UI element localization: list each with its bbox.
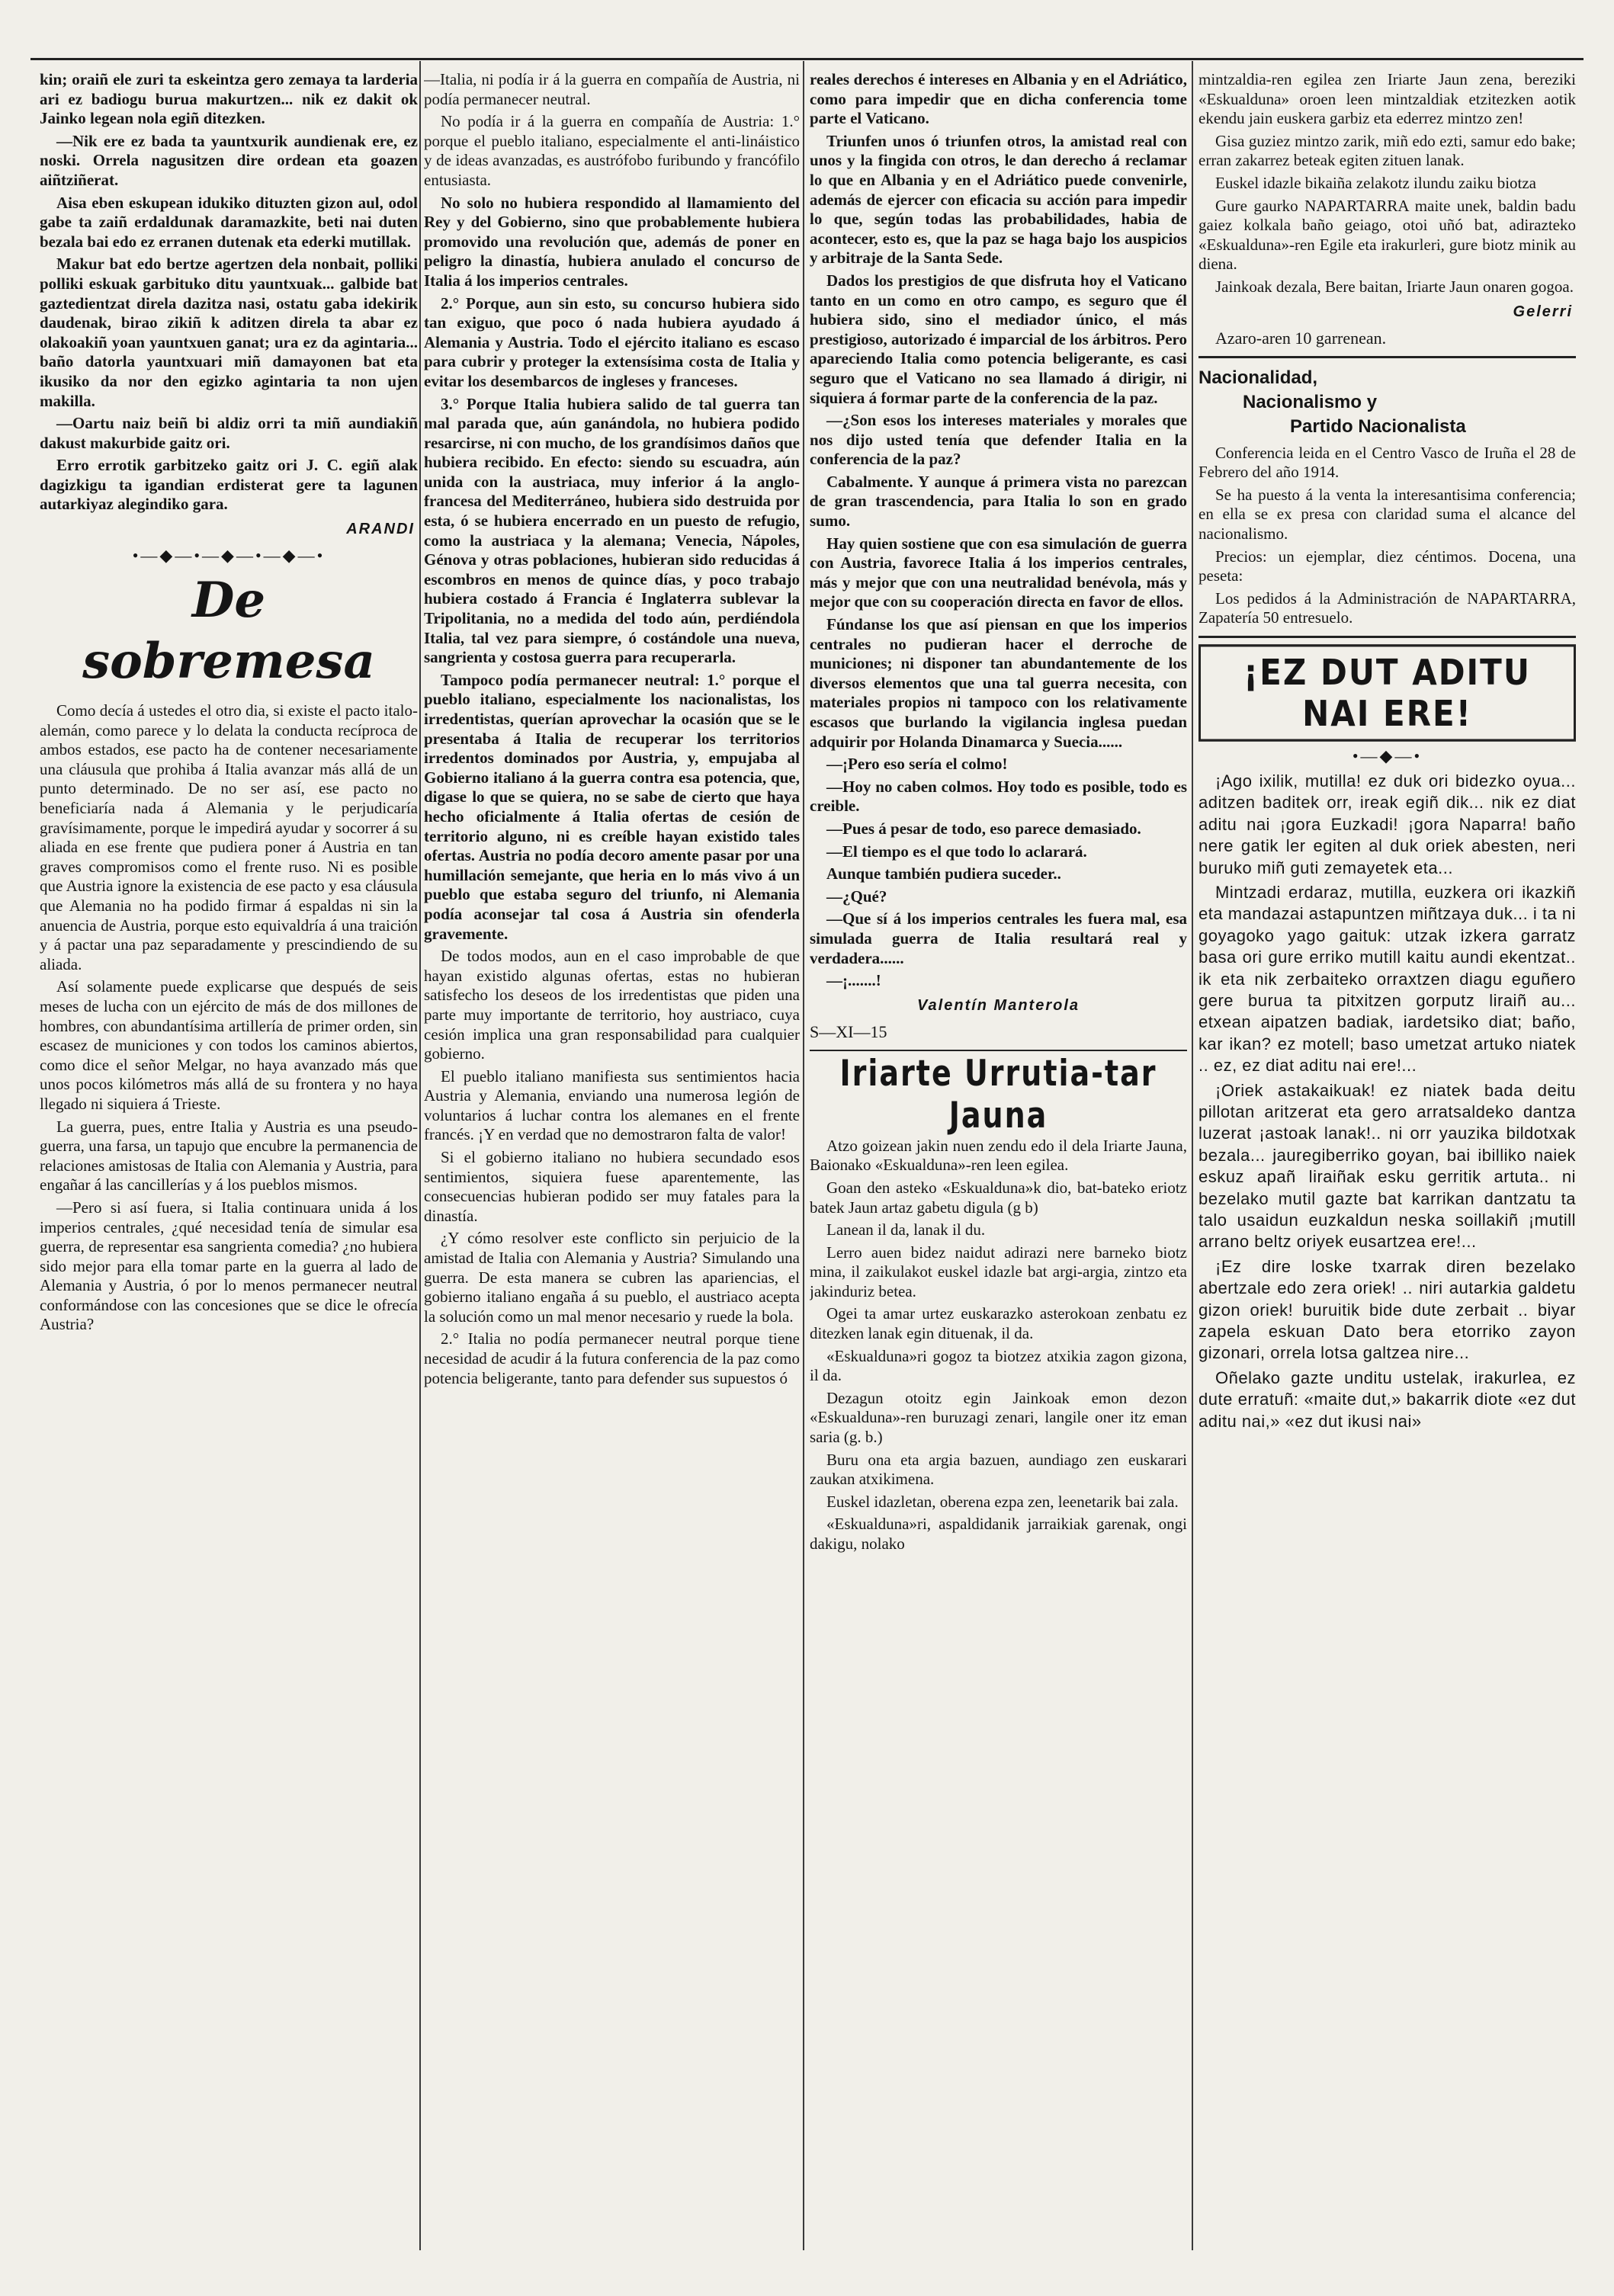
paragraph: Fúndanse los que así piensan en que los imperios centrales no pudieran hacer el derroche de municiones; ni disponer tan abundantemente de los diversos elementos que una tal guerra necesita, con materiales propios ni tampoco con los relativamente escasos que burlando la vigilancia inglesa puedan adquirir por Holanda Dinamarca y Suecia...... <box>810 615 1187 751</box>
advert-title-line: Partido Nacionalista <box>1290 415 1466 437</box>
paragraph: ¡Ez dire loske txarrak diren bezelako abertzale edo zera oriek! .. niri autarkia galdetu gizon oriek! buruitik bide dute zerbait .. biyar zapela eskuan Dato bera etorriko zayon gizonari, orrela lotsa galtzea nire... <box>1198 1256 1576 1363</box>
author-signature: ARANDI <box>346 521 415 538</box>
paragraph: —¡Pero eso sería el colmo! <box>826 755 1008 774</box>
paragraph: Tampoco podía permanecer neutral: 1.° porque el pueblo italiano, especialmente los nacionalistas, los irredentistas, querían aprovechar la ocasión que se le presentaba á Italia de recuperar los territorios irredentos dominados por Austria, y, empujaba al Gobierno italiano á la guerra contra esa potencia, que, digase lo que se quiera, no se sabe de cierto que haya hecho oficialmente á Italia ofertas de cesión de territorio alguno, ni es creíble hayan existido tales ofertas. Austria no podía decoro amente pasar por una humillación semejante, que heria en lo más vivo á un pueblo que estaba seguro del triunfo, ni Alemania podía aconsejar tal cosa á Austria sin ofenderla gravemente. <box>424 670 800 943</box>
dateline: Azaro-aren 10 garrenean. <box>1215 328 1387 348</box>
ornament-divider: •—◆—•—◆—•—◆—• <box>132 546 326 566</box>
column-3 <box>810 70 1187 2243</box>
paragraph: «Eskualduna»ri gogoz ta biotzez atxikia zagon gizona, il da. <box>810 1346 1187 1385</box>
paragraph: —Pero si así fuera, si Italia continuara unida á los imperios centrales, ¿qué necesidad tenía de simular esa guerra, de representar esa sangrienta comedia? ¿no hubiera sido mejor para ella tomar parte en la guerra al lado de Alemania y Austria, ó por lo menos permanecer neutral conformándose con las concesiones que se dice le ofrecía Austria? <box>40 1198 418 1334</box>
paragraph: —Hoy no caben colmos. Hoy todo es posible, todo es creible. <box>810 777 1187 816</box>
paragraph: reales derechos é intereses en Albania y en el Adriático, como para impedir que en dicha conferencia tome parte el Vaticano. <box>810 70 1187 128</box>
paragraph: Hay quien sostiene que con esa simulación de guerra con Austria, favorece Italia á los imperios centrales, más y mejor que con una neutralidad benévola, más y mejor que con su cooperación directa en favor de ellos. <box>810 534 1187 611</box>
article-title: Iriarte Urrutia-tar Jauna <box>839 1051 1157 1136</box>
paragraph: ¡Oriek astakaikuak! ez niatek bada deitu pillotan aritzerat eta gero arratsaldeko dantza luzerat ¡astoak lanak!.. ni orr yauzika bildotxak bezala... jauregiberriko goyan, bai ibilliko naiek eskuz apañ liraiñak esku gerritik artuta.. ni bezelako mutil gazte bat karrikan dantzatu ta talo usaidun euzkaldun neska soillakiñ ¡mutill arrano beltz oriyek eusartzea ere!... <box>1198 1080 1576 1252</box>
paragraph: kin; oraiñ ele zuri ta eskeintza gero zemaya ta larderia ari ez badiogu burua makurtzen... nik ez dakit ok Jainko legean nola egiñ ditezken. <box>40 70 418 128</box>
top-rule <box>30 58 1584 60</box>
paragraph: No solo no hubiera respondido al llamamiento del Rey y del Gobierno, sino que probablemente hubiera promovido una revolución que, además de poner en peligro la dinastía, hubiera anulado el concurso de Italia á los imperios centrales. <box>424 193 800 290</box>
paragraph: Así solamente puede explicarse que después de seis meses de lucha con un ejército de más de dos millones de hombres, con abundantísima artillería de primer orden, sin escasez de municiones y con todos los caminos abiertos, como dice el señor Melgar, no haya avanzado más que unos pocos kilómetros más allá de su frontera y no haya llegado ni siquiera á Trieste. <box>40 977 418 1113</box>
arandi-article <box>40 70 418 538</box>
article-title: De sobremesa <box>82 572 375 691</box>
advert-body <box>1198 444 1576 628</box>
ornament-divider: •—◆—• <box>1352 746 1423 765</box>
paragraph: —Pues á pesar de todo, eso parece demasiado. <box>826 819 1141 838</box>
paragraph: ¿Y cómo resolver este conflicto sin perjuicio de la amistad de Italia con Alemania y Austria? Simulando una guerra. De esta manera se cubren las apariencias, el gobierno italiano engaña á su pueblo, el austriaco acepta la solución como un mal menor necesario y ruede la bola. <box>424 1229 800 1326</box>
column-rule <box>419 61 421 2250</box>
paragraph: Euskel idazletan, oberena ezpa zen, leenetarik bai zala. <box>826 1492 1179 1511</box>
paragraph: Ogei ta amar urtez euskarazko asterokoan zenbatu ez ditezken lanak egin dituenak, il da. <box>810 1304 1187 1343</box>
paragraph: —Oartu naiz beiñ bi aldiz orri ta miñ aundiakiñ dakust makurbide gaitz ori. <box>40 414 418 452</box>
advert-title <box>1198 366 1576 439</box>
paragraph: 2.° Italia no podía permanecer neutral porque tiene necesidad de acudir á la futura conferencia de la paz como potencia beligerante, tanto para defender sus supuestos ó <box>424 1329 800 1387</box>
iriarte-article <box>810 1137 1187 1554</box>
dateline: S—XI—15 <box>810 1021 887 1041</box>
divider-rule <box>1198 636 1576 638</box>
paragraph: Si el gobierno italiano no hubiera secundado esos sentimientos, siquiera fuese aparentemente, las consecuencias hubieran podido ser muy fatales para la dinastía. <box>424 1148 800 1225</box>
paragraph: —¿Qué? <box>826 887 887 906</box>
paragraph: 2.° Porque, aun sin esto, su concurso hubiera sido tan exiguo, que poco ó nada hubiera ayudado á Alemania y Austria. Todo el ejército italiano es escaso para cubrir y proteger la extensísima costa de Italia y evitar los desembarcos de ingleses y franceses. <box>424 293 800 390</box>
paragraph: —El tiempo es el que todo lo aclarará. <box>826 842 1087 861</box>
article-title: ¡EZ DUT ADITU NAI ERE! <box>1198 644 1576 742</box>
paragraph: Como decía á ustedes el otro dia, si existe el pacto italo-alemán, como parece y lo delata la conducta recíproca de ambos estados, ese pacto ha de contener necesariamente una cláusula que prohiba á Italia avanzar más allá de un punto determinado. De no ser así, ese pacto no beneficiaría nada á Alemania y le perjudicaría gravísimamente, porque le impedirá ayudar y socorrer á su aliada en ese frente que pudiera poner á Austria en tan graves compromisos como el frente ruso. Ni es posible que Austria ignore la existencia de ese pacto y esa cláusula que Alemania no ha podido firmar á espaldas ni sin la anuencia de Austria, porque esto equivaldría á una traición y á pactar una paz separadamente y prescindiendo de su aliada. <box>40 701 418 973</box>
advert-title-line: Nacionalismo y <box>1243 391 1378 412</box>
column-4 <box>1198 70 1576 2243</box>
paragraph: Aisa eben eskupean idukiko dituzten gizon aul, odol gabe ta zaiñ erdaldunak daramazkite, beti nai duten bezala bai edo ez erranen dutenak eta ederki mutillak. <box>40 193 418 251</box>
paragraph: Gure gaurko NAPARTARRA maite unek, baldin badu gaiez kolkala baño geiago, otoi uñó bat, adirazteko «Eskualduna»-ren Egile eta irakurleri, gure biotz minik au diena. <box>1198 196 1576 274</box>
paragraph: mintzaldia-ren egilea zen Iriarte Jaun zena, bereziki «Eskualduna» oroen leen mintzaldiak etzitezken aotik ekendu jain euskera garbiz eta ederrez mintzo zen! <box>1198 70 1576 128</box>
paragraph: 3.° Porque Italia hubiera salido de tal guerra tan mal parada que, aún ganándola, no hubiera podido resarcirse, ni con mucho, de los grandísimos daños que hubiera recibido. En efecto: siendo su escuadra, aún unida con la austriaca, muy inferior á la anglo-francesa del Mediterráneo, hubiera sido destruida por esta, ó se hubiera encerrado en un puesto de refugio, como la austriaca y la alemana; Venecia, Nápoles, Génova y otras poblaciones, hubieran sido reducidas á escombros en menos de quince días, y poco trabajo hubiera costado á Francia é Inglaterra sublevar la Tripolitania, no a medida del todo aún, perdiéndola Italia, tal vez para siempre, ó costándole una nueva, sangrienta y costosa guerra para recuperarla. <box>424 394 800 667</box>
paragraph: Dados los prestigios de que disfruta hoy el Vaticano tanto en un como en otro campo, es seguro que él hubiera sido, sino el mediador único, el más prestigioso, autorizado é imparcial de los árbitros. Pero apareciendo Italia como potencia beligerante, es casi seguro que el Vaticano no sea llamado á dirigir, ni siquiera á formar parte de la conferencia de la paz. <box>810 271 1187 407</box>
paragraph: Makur bat edo bertze agertzen dela nonbait, polliki polliki eskuak garbituko ditu yauntxuak... galbide bat gaztedientzat direla dazitza nasi, ostatu gaba idekirik daudenak, birao zikiñ k aditzen direla ta abar ez olakoakiñ yoan yauntxuen ganat; ura ez da agintaria... baño datorla yauntxuari miñ damayonen bat eta ikusiko da nor den egizko agintaria ta non ujen makilla. <box>40 255 418 410</box>
ez-dut-article <box>1198 771 1576 1432</box>
divider-rule <box>1198 356 1576 358</box>
paragraph: De todos modos, aun en el caso improbable de que hayan existido algunas ofertas, estas no hubieran satisfecho los deseos de los irredentistas que piden una parte muy importante de territorio, hoy austriaco, cuya cesión implica una gran responsabilidad para cualquier gobierno. <box>424 947 800 1063</box>
paragraph: Aunque también pudiera suceder.. <box>826 864 1061 883</box>
author-signature: Gelerri <box>1513 303 1573 320</box>
paragraph: Gisa guziez mintzo zarik, miñ edo ezti, samur edo bake; erran zakarrez beteak egiten zituen lanak. <box>1198 131 1576 170</box>
paragraph: Jainkoak dezala, Bere baitan, Iriarte Jaun onaren gogoa. <box>1215 277 1574 296</box>
paragraph: No podía ir á la guerra en compañía de Austria: 1.° porque el pueblo italiano, especialmente el anti-lináistico y de ideas avanzadas, es austrófobo furibundo y francófilo entusiasta. <box>424 112 800 189</box>
paragraph: Goan den asteko «Eskualduna»k dio, bat-bateko eriotz batek Jaun artaz gabetu digula (g b) <box>810 1178 1187 1217</box>
paragraph: —Nik ere ez bada ta yauntxurik aundienak ere, ez noski. Orrela nagusitzen dire ordean eta goazen aiñtziñerat. <box>40 131 418 189</box>
paragraph: Lerro auen bidez naidut adirazi nere barneko biotz mina, il zaikulakot euskel idazle bat argi-argia, zintzo eta jakinduriz betea. <box>810 1243 1187 1300</box>
paragraph: Oñelako gazte unditu ustelak, irakurlea, ez dute erratuñ: «maite dut,» bakarrik diote «ez dut aditu nai,» «ez dut ikusi nai» <box>1198 1368 1576 1431</box>
paragraph: La guerra, pues, entre Italia y Austria es una pseudo-guerra, una farsa, un tapujo que encubre la permanencia de relaciones amistosas de Italia con Alemania y Austria, para engañar á las cancillerías y á los pueblos mismos. <box>40 1117 418 1194</box>
paragraph: Dezagun otoitz egin Jainkoak emon dezon «Eskualduna»-ren buruzagi zenari, langile oner itz eman saria (g. b.) <box>810 1388 1187 1447</box>
sobremesa-continuation <box>810 70 1187 991</box>
paragraph: Lanean il da, lanak il du. <box>826 1220 986 1239</box>
paragraph: Erro errotik garbitzeko gaitz ori J. C. egiñ alak dagizkigu ta igandian erdisterat gere ta lagunen autarkiyaz alegindiko gara. <box>40 456 418 514</box>
paragraph: Se ha puesto á la venta la interesantisima conferencia; en ella se ex presa con claridad suma el alcance del nacionalismo. <box>1198 485 1576 543</box>
paragraph: ¡Ago ixilik, mutilla! ez duk ori bidezko oyua... aditzen baditek orr, ireak egiñ dik... nik ez diat aditu nai ¡gora Euzkadi! ¡gora Naparra! baño nere gatik ler egiten al duk oriek abesten, neri buruko miñ guti zemayetek eta... <box>1198 771 1576 877</box>
paragraph: Cabalmente. Y aunque á primera vista no parezcan de gran trascendencia, para Italia lo son en grado sumo. <box>810 472 1187 531</box>
column-1 <box>40 70 418 2243</box>
sobremesa-article <box>40 701 418 1335</box>
divider-rule <box>810 1050 1187 1051</box>
column-2 <box>424 70 800 2243</box>
paragraph: —Que sí á los imperios centrales les fuera mal, esa simulada guerra de Italia resultará real y verdadera...... <box>810 909 1187 967</box>
advert-title-line: Nacionalidad, <box>1198 367 1318 388</box>
paragraph: El pueblo italiano manifiesta sus sentimientos hacia Austria y Alemania, enviando una numerosa legión de voluntarios á luchar contra los alemanes en el frente francés. ¡Y en verdad que no demostraron falta de valor! <box>424 1066 800 1144</box>
paragraph: Euskel idazle bikaiña zelakotz ilundu zaiku biotza <box>1215 173 1537 192</box>
iriarte-continuation <box>1198 70 1576 297</box>
column-rule <box>803 61 804 2250</box>
paragraph: Buru ona eta argia bazuen, aundiago zen euskarari zaukan atxikimena. <box>810 1450 1187 1489</box>
paragraph: Triunfen unos ó triunfen otros, la amistad real con unos y la fingida con otros, le dan derecho á reclamar lo que en Albania y en el Adriático puede convenirle, además de ejercer con eficacia su acción para impedir lo que, según todas las probabilidades, habia de acontecer, esto es, que la paz se haga bajo los auspicios y arbitraje de la Santa Sede. <box>810 131 1187 268</box>
paragraph: Precios: un ejemplar, diez céntimos. Docena, una peseta: <box>1198 547 1576 585</box>
paragraph: Conferencia leida en el Centro Vasco de Iruña el 28 de Febrero del año 1914. <box>1198 443 1576 482</box>
paragraph: Mintzadi erdaraz, mutilla, euzkera ori ikazkiñ eta mandazai astapuntzen miñtzaya duk... i ta ni goyagoko yago gaituk: utzak izkera garratz basa ori gure erriko mutill kaitu aundi ekentzat.. ik eta nik zerbaiteko orraxtzen diagu eguñero gere burua ta pitxitzen gorputz liraiñ au... etxean aipatzen badiak, iardetsiko diat; baño, kar ikan? ez motell; baso umetzat artuko niatek .. ez, ez diat aditu nai ere!... <box>1198 882 1576 1076</box>
paragraph: —¡.......! <box>826 971 881 990</box>
paragraph: —¿Son esos los intereses materiales y morales que nos dijo usted tenía que defender Italia en la conferencia de la paz? <box>810 411 1187 469</box>
author-signature: Valentín Manterola <box>916 996 1080 1014</box>
paragraph: Atzo goizean jakin nuen zendu edo il dela Iriarte Jauna, Baionako «Eskualduna»-ren leen egilea. <box>810 1136 1187 1175</box>
paragraph: «Eskualduna»ri, aspaldidanik jarraikiak garenak, ongi dakigu, nolako <box>810 1515 1187 1553</box>
paragraph: Los pedidos á la Administración de NAPARTARRA, Zapatería 50 entresuelo. <box>1198 588 1576 627</box>
paragraph: —Italia, ni podía ir á la guerra en compañía de Austria, ni podía permanecer neutral. <box>424 70 800 108</box>
column-rule <box>1192 61 1193 2250</box>
